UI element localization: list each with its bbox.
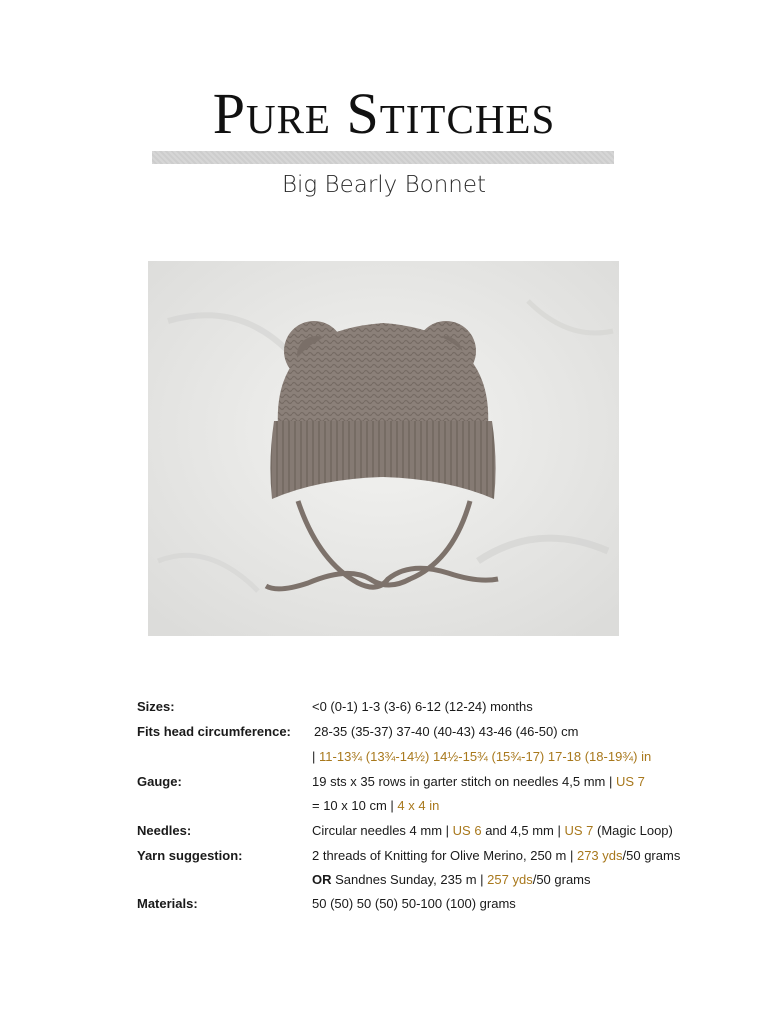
spec-label: Gauge: [137, 774, 182, 789]
spec-label: Needles: [137, 823, 192, 838]
inch-value: 11-13¾ (13¾-14½) 14½-15¾ (15¾-17) 17-18 (18-19¾) in [319, 749, 652, 764]
pattern-name: Big Bearly Bonnet [281, 172, 487, 198]
needles-text: and 4,5 mm | [485, 823, 561, 838]
spec-value: <0 (0-1) 1-3 (3-6) 6-12 (12-24) months [312, 699, 533, 714]
needles-us-size: US 7 [564, 823, 594, 838]
yarn-weight: /50 grams [532, 872, 591, 887]
yarn-text: 2 threads of Knitting for Olive Merino, 250 m | [312, 848, 574, 863]
yarn-weight: /50 grams [622, 848, 681, 863]
yarn-yards: 257 yds [487, 872, 533, 887]
gauge-text: = 10 x 10 cm | [312, 798, 394, 813]
yarn-yards: 273 yds [576, 848, 623, 863]
spec-value [312, 796, 439, 816]
spec-label: Fits head circumference: [137, 724, 291, 739]
gauge-inches: 4 x 4 in [397, 798, 440, 813]
spec-value [312, 870, 591, 890]
title-divider [152, 151, 614, 164]
yarn-text: Sandnes Sunday, 235 m | [335, 872, 484, 887]
spec-value [312, 846, 680, 866]
spec-value: 50 (50) 50 (50) 50-100 (100) grams [312, 896, 516, 911]
spec-label: Materials: [137, 896, 198, 911]
spec-value [312, 747, 651, 767]
needles-text: (Magic Loop) [597, 823, 673, 838]
bonnet-photo [148, 261, 619, 636]
spec-value: 28-35 (35-37) 37-40 (40-43) 43-46 (46-50) cm [314, 724, 579, 739]
gauge-text: 19 sts x 35 rows in garter stitch on needles 4,5 mm | [312, 774, 613, 789]
separator: | [312, 749, 316, 764]
gauge-us-size: US 7 [615, 774, 645, 789]
spec-label: Yarn suggestion: [137, 848, 243, 863]
yarn-or: OR [312, 872, 332, 887]
spec-label: Sizes: [137, 699, 175, 714]
needles-text: Circular needles 4 mm | [312, 823, 450, 838]
bonnet-illustration [148, 261, 619, 636]
needles-us-size: US 6 [452, 823, 482, 838]
spec-value [312, 772, 645, 792]
page-title: Pure Stitches [212, 81, 556, 146]
spec-value [312, 821, 673, 841]
